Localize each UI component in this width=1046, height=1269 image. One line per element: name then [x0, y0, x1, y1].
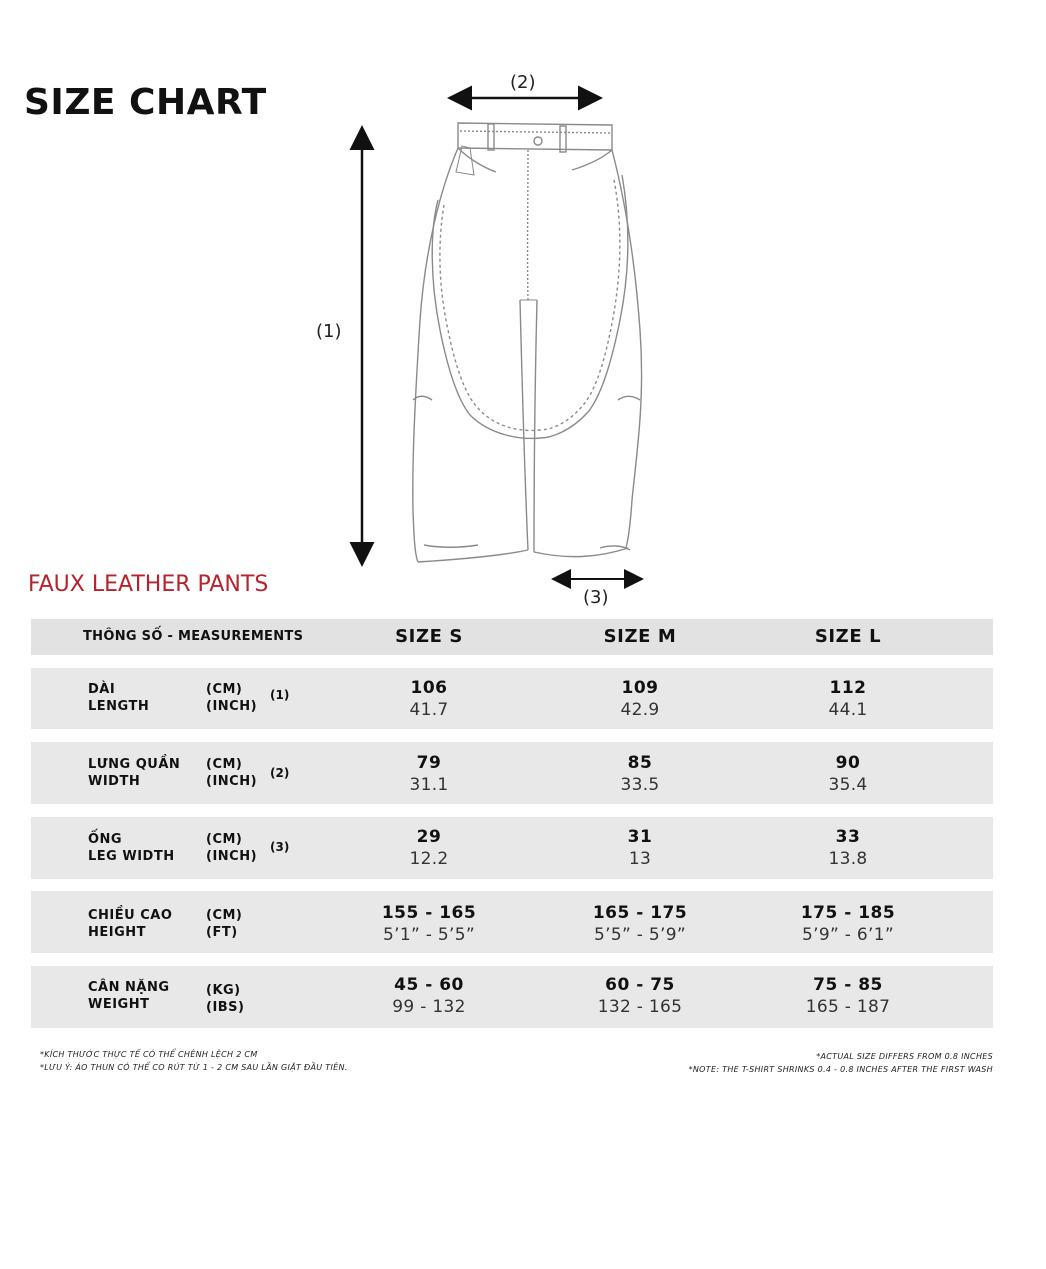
row-label [88, 831, 175, 865]
row-label-en: WEIGHT [88, 997, 150, 1012]
row-units [206, 907, 242, 941]
page-title: SIZE CHART [24, 82, 267, 123]
unit-primary: (CM) [206, 908, 243, 923]
row-label [88, 907, 172, 941]
unit-secondary: (INCH) [206, 849, 258, 864]
leg-width-label: (3) [583, 587, 609, 608]
row-ref: (2) [270, 766, 290, 780]
value-primary: 79 [416, 753, 442, 773]
table-row [31, 742, 993, 804]
row-label-vi: DÀI [88, 682, 116, 697]
value-size-m [540, 974, 740, 1018]
value-primary: 106 [410, 678, 448, 698]
row-label-vi: CÂN NẶNG [88, 980, 170, 995]
value-size-l [748, 677, 948, 721]
row-ref: (3) [270, 840, 290, 854]
row-label-vi: CHIỀU CAO [88, 908, 173, 923]
value-secondary: 5’5” - 5’9” [594, 925, 686, 945]
footnote-left-2: *LƯU Ý: ÁO THUN CÓ THỂ CO RÚT TỪ 1 - 2 CM SAU LẦN GIẶT ĐẦU TIÊN. [40, 1063, 348, 1072]
value-size-s [329, 902, 529, 946]
value-primary: 75 - 85 [813, 975, 883, 995]
table-header [31, 619, 993, 655]
row-label [88, 979, 170, 1013]
value-size-s [329, 974, 529, 1018]
row-label-vi: LƯNG QUẦN [88, 757, 181, 772]
value-primary: 33 [835, 827, 861, 847]
value-secondary: 44.1 [828, 700, 868, 720]
unit-secondary: (FT) [206, 925, 238, 940]
header-size-s: SIZE S [395, 626, 463, 647]
value-primary: 85 [627, 753, 653, 773]
pants-outline [413, 123, 642, 562]
value-secondary: 35.4 [828, 775, 868, 795]
product-name: FAUX LEATHER PANTS [28, 572, 269, 597]
width-label: (2) [510, 72, 536, 93]
row-label [88, 756, 180, 790]
unit-secondary: (INCH) [206, 774, 258, 789]
row-label-en: LEG WIDTH [88, 849, 175, 864]
value-primary: 175 - 185 [800, 903, 896, 923]
unit-primary: (CM) [206, 757, 243, 772]
value-secondary: 41.7 [409, 700, 449, 720]
value-primary: 109 [621, 678, 659, 698]
row-label-en: LENGTH [88, 699, 150, 714]
value-secondary: 13 [628, 849, 652, 869]
value-size-l [748, 752, 948, 796]
value-size-m [540, 752, 740, 796]
row-units [206, 831, 257, 865]
footnote-left-1: *KÍCH THƯỚC THỰC TẾ CÓ THỂ CHÊNH LỆCH 2 CM [40, 1050, 258, 1059]
row-units [206, 982, 245, 1016]
unit-secondary: (IBS) [206, 1000, 245, 1015]
value-primary: 155 - 165 [381, 903, 477, 923]
value-secondary: 12.2 [409, 849, 449, 869]
value-size-l [748, 826, 948, 870]
value-secondary: 132 - 165 [597, 997, 683, 1017]
header-size-l: SIZE L [814, 626, 882, 647]
value-secondary: 5’9” - 6’1” [802, 925, 894, 945]
value-primary: 29 [416, 827, 442, 847]
value-primary: 112 [829, 678, 867, 698]
value-secondary: 5’1” - 5’5” [383, 925, 475, 945]
row-units [206, 681, 257, 715]
row-ref: (1) [270, 688, 290, 702]
footnote-right-1: *ACTUAL SIZE DIFFERS FROM 0.8 INCHES [816, 1052, 993, 1061]
unit-primary: (KG) [206, 983, 241, 998]
value-secondary: 33.5 [620, 775, 660, 795]
value-size-l [748, 902, 948, 946]
value-secondary: 42.9 [620, 700, 660, 720]
unit-primary: (CM) [206, 682, 243, 697]
value-secondary: 165 - 187 [805, 997, 891, 1017]
value-size-m [540, 902, 740, 946]
value-size-s [329, 752, 529, 796]
unit-primary: (CM) [206, 832, 243, 847]
length-label: (1) [316, 321, 342, 342]
row-label [88, 681, 149, 715]
pants-diagram [0, 0, 1046, 620]
value-primary: 31 [627, 827, 653, 847]
row-label-vi: ỐNG [88, 832, 123, 847]
value-secondary: 99 - 132 [392, 997, 466, 1017]
table-row [31, 891, 993, 953]
value-primary: 165 - 175 [592, 903, 688, 923]
value-primary: 60 - 75 [605, 975, 675, 995]
table-row [31, 817, 993, 879]
value-size-m [540, 826, 740, 870]
value-secondary: 13.8 [828, 849, 868, 869]
value-primary: 90 [835, 753, 861, 773]
footnote-right [689, 1050, 993, 1076]
value-primary: 45 - 60 [394, 975, 464, 995]
value-secondary: 31.1 [409, 775, 449, 795]
footnote-right-2: *NOTE: THE T-SHIRT SHRINKS 0.4 - 0.8 INCHES AFTER THE FIRST WASH [688, 1065, 993, 1074]
row-label-en: WIDTH [88, 774, 141, 789]
value-size-s [329, 826, 529, 870]
value-size-s [329, 677, 529, 721]
value-size-m [540, 677, 740, 721]
table-row [31, 966, 993, 1028]
row-label-en: HEIGHT [88, 925, 147, 940]
value-size-l [748, 974, 948, 1018]
header-measurements: THÔNG SỐ - MEASUREMENTS [83, 629, 304, 644]
unit-secondary: (INCH) [206, 699, 258, 714]
header-size-m: SIZE M [603, 626, 677, 647]
row-units [206, 756, 257, 790]
table-row [31, 668, 993, 729]
footnote-left [40, 1048, 348, 1074]
